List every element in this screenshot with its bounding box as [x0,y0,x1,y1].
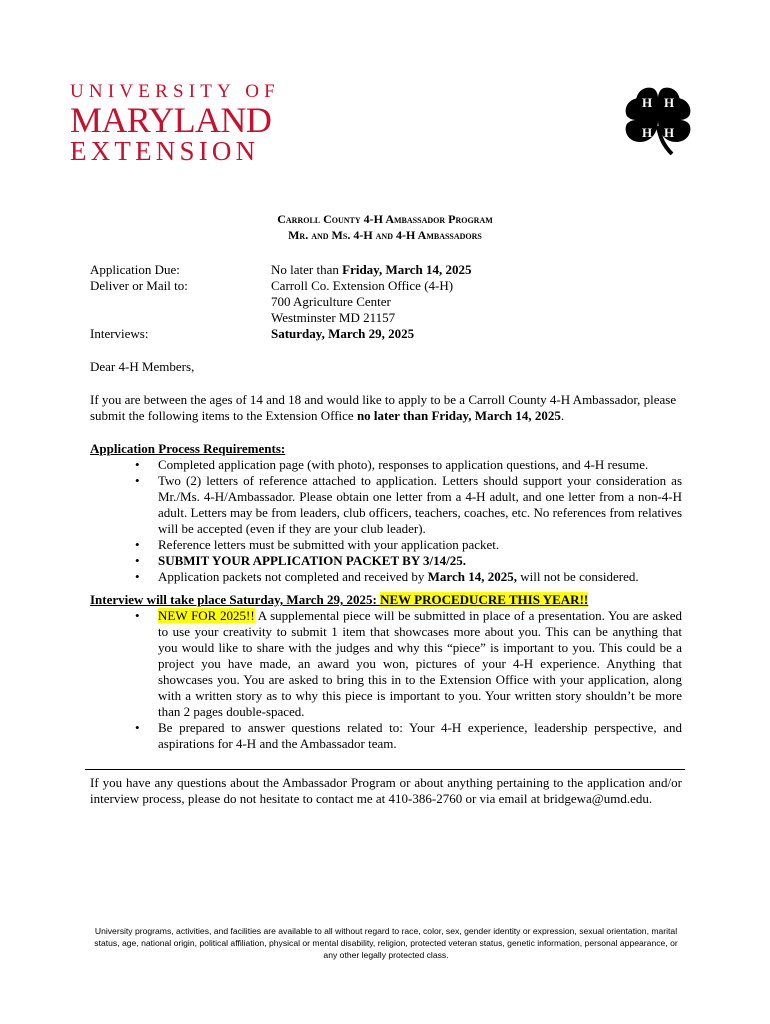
intro-paragraph [90,392,682,424]
application-values [271,262,472,342]
application-labels [90,262,188,342]
interview-heading-text: Interview will take place Saturday, March 29, 2025: [90,592,381,607]
logo-line-maryland: MARYLAND [70,100,272,140]
svg-text:H: H [641,125,653,140]
list-item: • Be prepared to answer questions related to: Your 4-H experience, leadership perspective, and aspirations for 4-H and the Ambassador team. [90,720,682,752]
svg-text:H: H [663,125,675,140]
interview-date [271,326,472,342]
title-line-1: Carroll County 4-H Ambassador Program [277,212,493,226]
logo-line-extension: EXTENSION [70,136,260,166]
interview-section [90,592,682,752]
interviews-label: Interviews: [90,326,149,341]
requirements-list [90,457,682,585]
greeting: Dear 4-H Members, [90,359,195,374]
svg-text:H: H [641,95,653,110]
umd-extension-logo [70,82,280,165]
4-h-clover-icon [622,82,694,162]
list-item: • Reference letters must be submitted with your application packet. [90,537,682,553]
submit-deadline-text: SUBMIT YOUR APPLICATION PACKET BY 3/14/25. [158,553,466,568]
requirements-heading-text: Application Process Requirements: [90,441,286,456]
due-date: Friday, March 14, 2025 [342,262,472,277]
svg-text:H: H [663,95,675,110]
item5-date: March 14, 2025, [427,569,517,584]
contact-paragraph: If you have any questions about the Ambassador Program or about anything pertaining to the application and/or interview process, please do not hesitate to contact me at 410-386-2760 or via email at bridgewa@umd.edu. [90,775,682,806]
intro-end: . [560,408,565,423]
list-item [90,569,682,585]
address-line-1: Carroll Co. Extension Office (4-H) [271,278,454,293]
due-value [271,262,472,278]
divider [85,769,685,770]
new-for-2025-tag: NEW FOR 2025!! [158,608,255,623]
supplemental-text: A supplemental piece will be submitted in place of a presentation. You are asked to use your creativity to submit 1 item that showcases more about you. This can be anything that you would like to share with the judges and why this “piece” is important to you. This could be a project you have made, an award you won, pictures of your 4-H experience. Anything that showcases you. You are asked to bring this in to the Extension Office with your application, along with a written story as to why this piece is important to you. Your written story shouldn’t be more than 2 pages double-spaced. [158,608,682,719]
program-title [0,211,770,243]
address-line-3: Westminster MD 21157 [271,310,396,325]
intro-text: If you are between the ages of 14 and 18 and would like to apply to be a Carroll County 4-H Ambassador, please submit the following items to the Extension Office [90,392,677,423]
due-prefix: No later than [271,262,343,277]
interview-list [90,608,682,752]
nondiscrimination-footer: University programs, activities, and facilities are available to all without regard to race, color, sex, gender identity or expression, sexual orientation, marital status, age, national origin, political affiliation, physical or mental disability, religion, protected veteran status, genetic information, personal appearance, or any other legally protected class. [94,926,678,960]
interview-date-value: Saturday, March 29, 2025 [271,326,415,341]
requirements-section [90,441,682,585]
intro-deadline: no later than Friday, March 14, 2025 [356,408,561,423]
requirements-heading [90,441,682,457]
deliver-label: Deliver or Mail to: [90,278,188,293]
item5-post: will not be considered. [516,569,639,584]
logo-line-university: UNIVERSITY OF [70,81,280,102]
new-procedure-highlight: NEW PROCEDUCRE THIS YEAR!! [380,592,589,607]
list-item [90,553,682,569]
due-label: Application Due: [90,262,180,277]
list-item: • Completed application page (with photo), responses to application questions, and 4-H resume. [90,457,682,473]
list-item [90,608,682,720]
list-item: • Two (2) letters of reference attached to application. Letters should support your consideration as Mr./Ms. 4-H/Ambassador. Please obtain one letter from a 4-H adult, and one letter from a non-4-H adult. Letters may be from leaders, club officers, teachers, coaches, etc. No references from relatives will be accepted (even if they are your club leader). [90,473,682,537]
title-line-2: Mr. and Ms. 4-H and 4-H Ambassadors [288,228,482,242]
interview-heading [90,592,682,608]
item5-pre: Application packets not completed and received by [158,569,428,584]
address-line-2: 700 Agriculture Center [271,294,391,309]
